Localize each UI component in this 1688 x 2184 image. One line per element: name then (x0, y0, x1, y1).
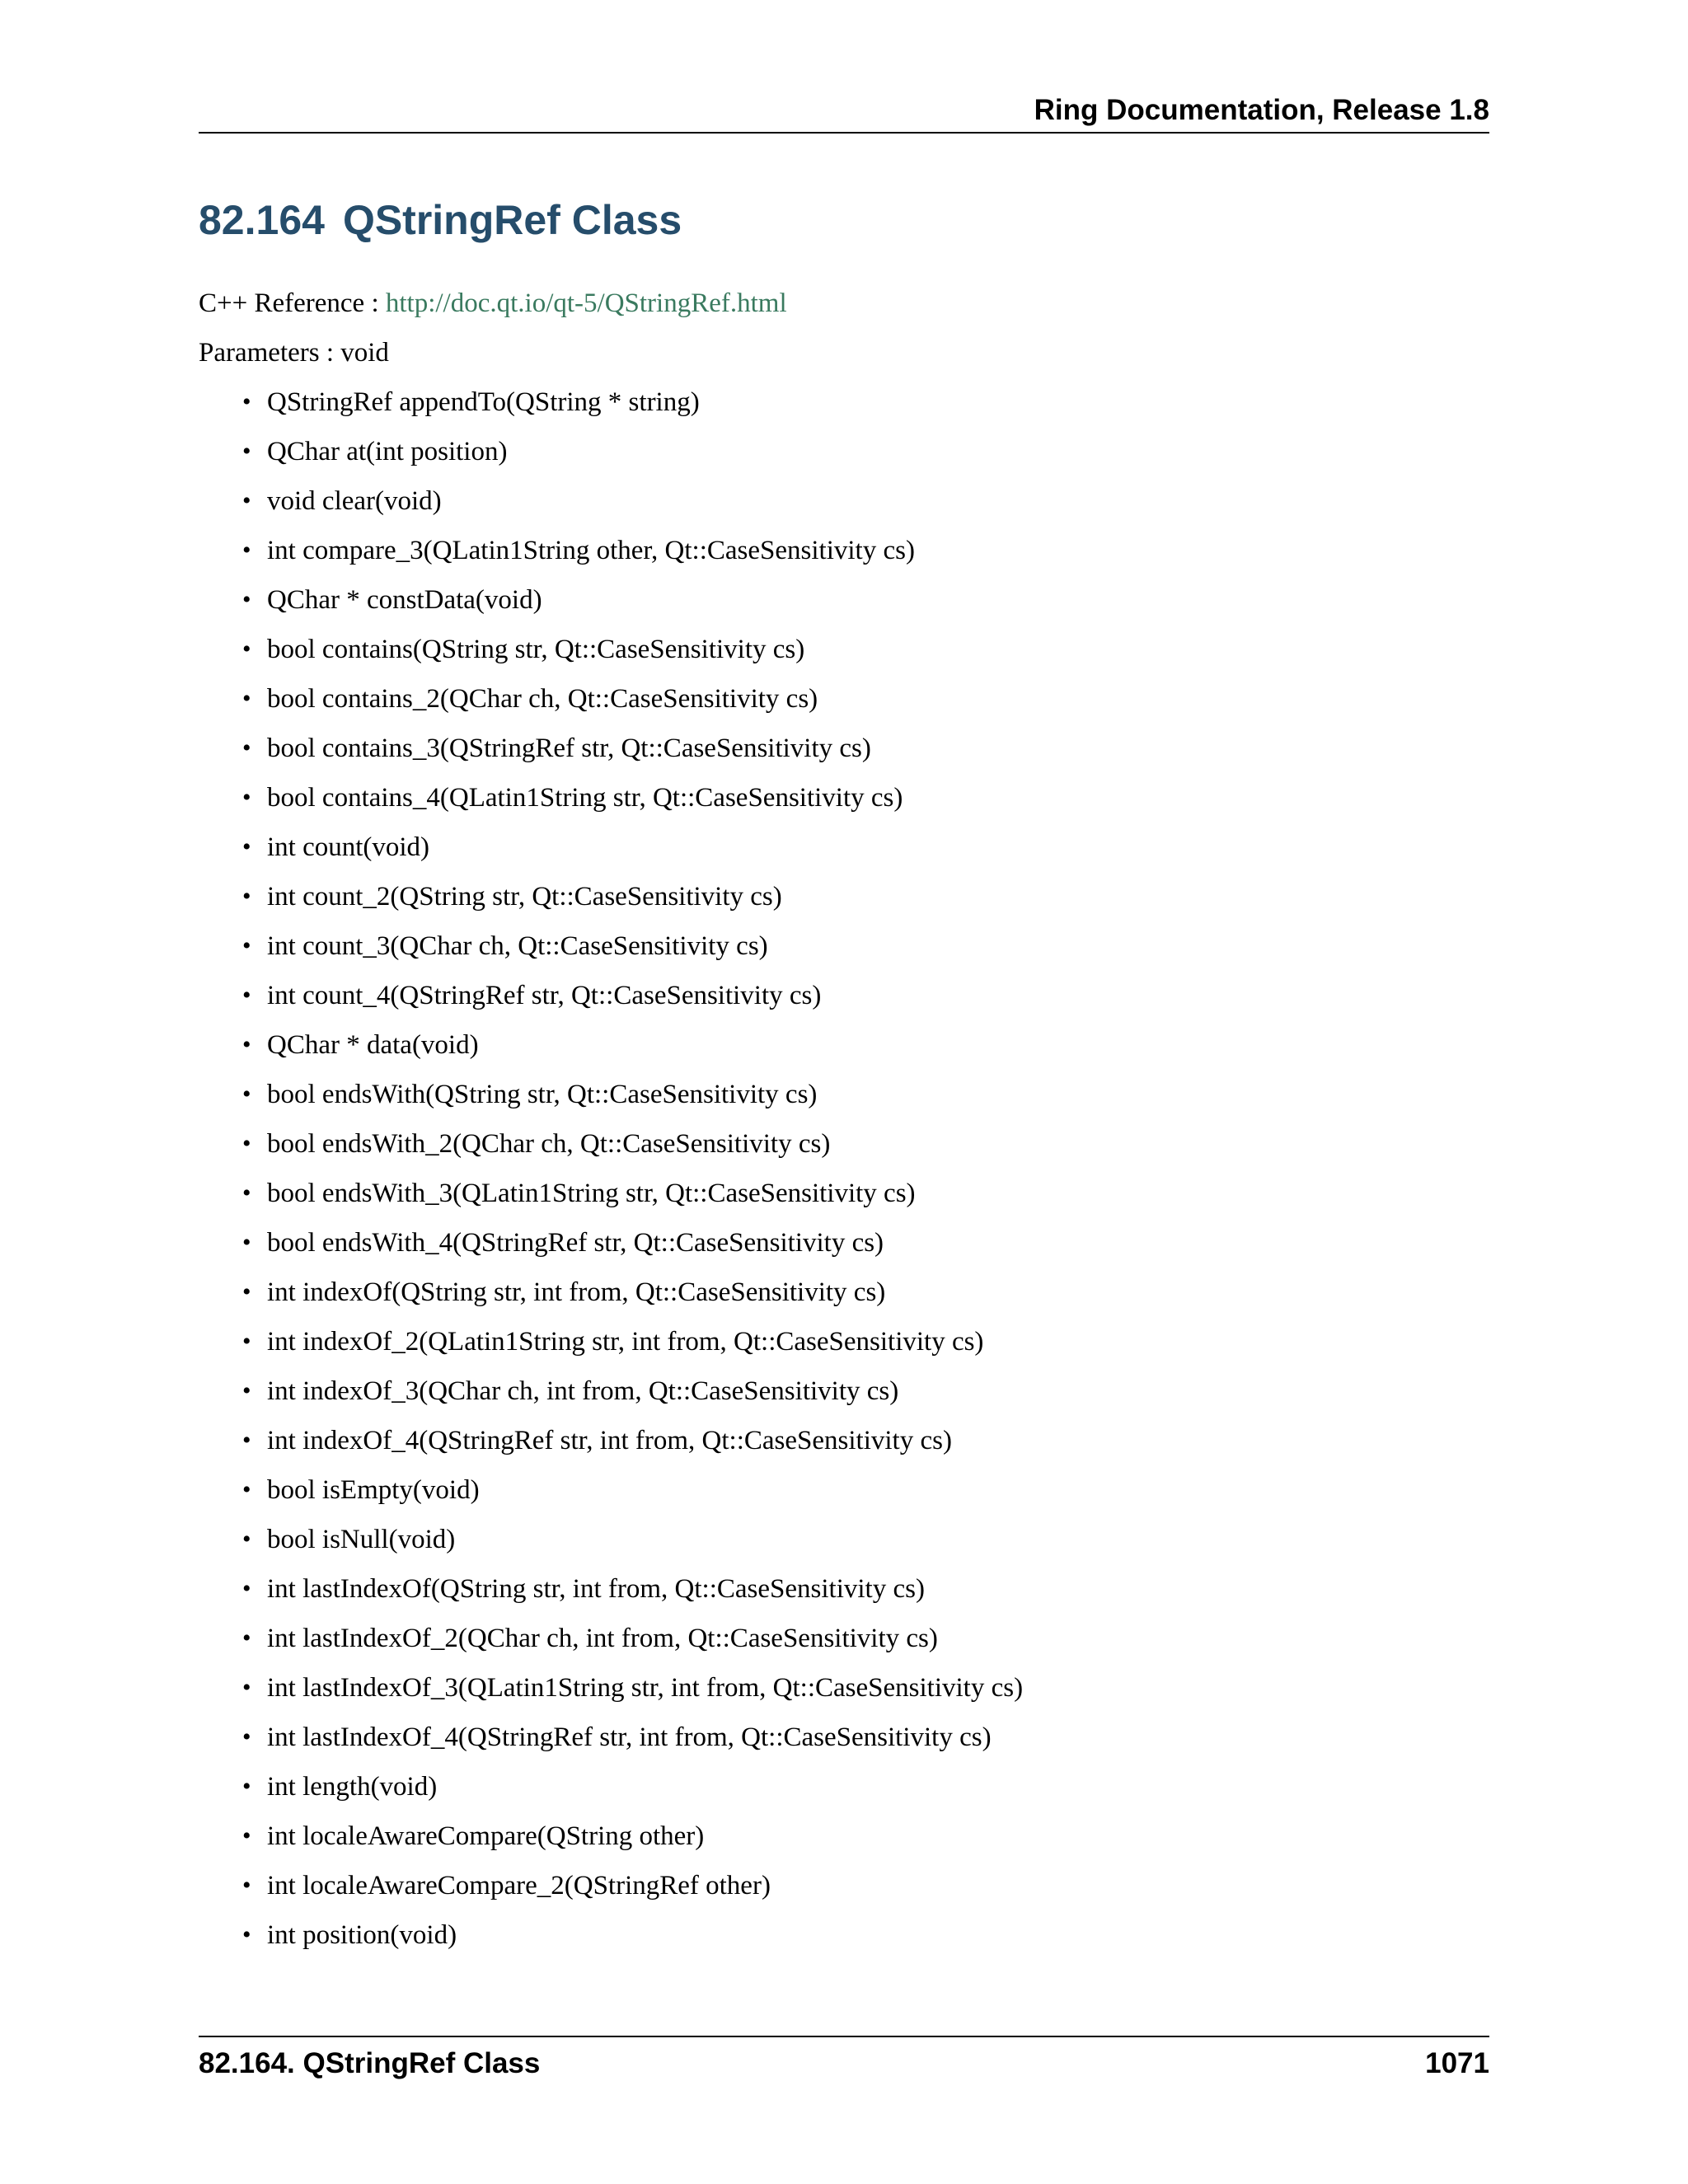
bullet-icon: • (242, 1130, 251, 1157)
method-signature: bool endsWith_4(QStringRef str, Qt::CaseSensitivity cs) (267, 1228, 884, 1258)
method-list-item (239, 1869, 1023, 1919)
bullet-icon: • (242, 1427, 251, 1454)
method-signature: int indexOf(QString str, int from, Qt::CaseSensitivity cs) (267, 1277, 886, 1307)
method-list-item (239, 1325, 1023, 1375)
bullet-icon: • (242, 1328, 251, 1355)
bullet-icon: • (242, 537, 251, 564)
footer-section-title: 82.164. QStringRef Class (199, 2047, 541, 2079)
bullet-icon: • (242, 586, 251, 613)
method-signature: int lastIndexOf_2(QChar ch, int from, Qt::CaseSensitivity cs) (267, 1624, 938, 1653)
method-signature: int indexOf_3(QChar ch, int from, Qt::CaseSensitivity cs) (267, 1376, 899, 1406)
method-list-item (239, 633, 1023, 682)
bullet-icon: • (242, 1526, 251, 1553)
method-list-item (239, 583, 1023, 633)
bullet-icon: • (242, 1031, 251, 1058)
method-list-item (239, 435, 1023, 485)
bullet-icon: • (242, 734, 251, 762)
section-title (199, 191, 682, 249)
method-signature: bool contains(QString str, Qt::CaseSensitivity cs) (267, 635, 805, 664)
method-list-item (239, 1721, 1023, 1770)
bullet-icon: • (242, 1773, 251, 1800)
method-signature: int indexOf_4(QStringRef str, int from, Qt::CaseSensitivity cs) (267, 1426, 952, 1455)
method-list-item (239, 534, 1023, 583)
method-list-item (239, 485, 1023, 534)
page-footer (199, 2036, 1489, 2087)
method-signature: bool isNull(void) (267, 1525, 456, 1554)
method-list-item (239, 1523, 1023, 1572)
bullet-icon: • (242, 388, 251, 415)
bullet-icon: • (242, 1575, 251, 1602)
method-list-item (239, 979, 1023, 1029)
bullet-icon: • (242, 982, 251, 1009)
method-list-item (239, 1127, 1023, 1177)
method-list-item (239, 1474, 1023, 1523)
method-list-item (239, 1276, 1023, 1325)
method-signature: bool endsWith(QString str, Qt::CaseSensitivity cs) (267, 1080, 818, 1109)
bullet-icon: • (242, 1674, 251, 1701)
bullet-icon: • (242, 1278, 251, 1305)
method-list-item (239, 1770, 1023, 1820)
bullet-icon: • (242, 1921, 251, 1948)
method-signature: bool contains_4(QLatin1String str, Qt::CaseSensitivity cs) (267, 783, 903, 813)
bullet-icon: • (242, 1822, 251, 1849)
method-list-item (239, 930, 1023, 979)
method-signature: QChar * data(void) (267, 1030, 479, 1060)
method-signature: QChar at(int position) (267, 437, 508, 466)
method-list-item (239, 1572, 1023, 1622)
bullet-icon: • (242, 1179, 251, 1207)
method-signature: int indexOf_2(QLatin1String str, int from, Qt::CaseSensitivity cs) (267, 1327, 984, 1357)
method-list-item (239, 1177, 1023, 1226)
method-signature: int length(void) (267, 1772, 438, 1802)
bullet-icon: • (242, 635, 251, 663)
method-signature: int lastIndexOf_3(QLatin1String str, int from, Qt::CaseSensitivity cs) (267, 1673, 1024, 1703)
method-list-item (239, 732, 1023, 781)
method-list-item (239, 1820, 1023, 1869)
method-signature: int localeAwareCompare(QString other) (267, 1821, 705, 1851)
method-list-item (239, 682, 1023, 732)
method-list (239, 386, 1023, 1968)
bullet-icon: • (242, 784, 251, 811)
method-list-item (239, 1226, 1023, 1276)
method-list-item (239, 386, 1023, 435)
method-signature: QStringRef appendTo(QString * string) (267, 387, 700, 417)
method-list-item (239, 1375, 1023, 1424)
bullet-icon: • (242, 883, 251, 910)
method-list-item (239, 1029, 1023, 1078)
parameters-line: Parameters : void (199, 338, 389, 368)
bullet-icon: • (242, 1229, 251, 1256)
method-list-item (239, 1424, 1023, 1474)
method-list-item (239, 1919, 1023, 1968)
reference-link[interactable]: http://doc.qt.io/qt-5/QStringRef.html (385, 288, 787, 318)
bullet-icon: • (242, 1723, 251, 1750)
reference-label: C++ Reference : (199, 288, 386, 318)
method-signature: int lastIndexOf(QString str, int from, Qt::CaseSensitivity cs) (267, 1574, 925, 1604)
method-signature: void clear(void) (267, 486, 442, 516)
method-signature: bool endsWith_2(QChar ch, Qt::CaseSensitivity cs) (267, 1129, 831, 1159)
method-signature: int compare_3(QLatin1String other, Qt::CaseSensitivity cs) (267, 536, 915, 565)
method-list-item (239, 781, 1023, 831)
method-signature: int count_2(QString str, Qt::CaseSensitivity cs) (267, 882, 782, 912)
page-header (199, 91, 1489, 134)
section-title-text: QStringRef Class (342, 197, 682, 243)
method-list-item (239, 880, 1023, 930)
bullet-icon: • (242, 932, 251, 959)
bullet-icon: • (242, 438, 251, 465)
method-signature: int position(void) (267, 1920, 457, 1950)
method-signature: int lastIndexOf_4(QStringRef str, int from, Qt::CaseSensitivity cs) (267, 1722, 992, 1752)
method-signature: int count(void) (267, 832, 430, 862)
bullet-icon: • (242, 1872, 251, 1899)
method-list-item (239, 831, 1023, 880)
section-number: 82.164 (199, 197, 325, 243)
method-signature: int localeAwareCompare_2(QStringRef other) (267, 1871, 771, 1900)
bullet-icon: • (242, 1080, 251, 1108)
bullet-icon: • (242, 1377, 251, 1404)
cpp-reference-line (199, 287, 787, 320)
method-signature: bool endsWith_3(QLatin1String str, Qt::CaseSensitivity cs) (267, 1179, 916, 1208)
method-signature: QChar * constData(void) (267, 585, 542, 615)
method-list-item (239, 1078, 1023, 1127)
bullet-icon: • (242, 1624, 251, 1652)
method-list-item (239, 1622, 1023, 1671)
header-title: Ring Documentation, Release 1.8 (1034, 94, 1489, 126)
method-signature: bool isEmpty(void) (267, 1475, 480, 1505)
method-signature: bool contains_2(QChar ch, Qt::CaseSensitivity cs) (267, 684, 818, 714)
method-signature: bool contains_3(QStringRef str, Qt::CaseSensitivity cs) (267, 733, 871, 763)
bullet-icon: • (242, 487, 251, 514)
page-number: 1071 (1425, 2047, 1489, 2079)
method-signature: int count_3(QChar ch, Qt::CaseSensitivity cs) (267, 931, 768, 961)
bullet-icon: • (242, 685, 251, 712)
method-signature: int count_4(QStringRef str, Qt::CaseSensitivity cs) (267, 981, 822, 1010)
bullet-icon: • (242, 1476, 251, 1503)
bullet-icon: • (242, 833, 251, 860)
method-list-item (239, 1671, 1023, 1721)
